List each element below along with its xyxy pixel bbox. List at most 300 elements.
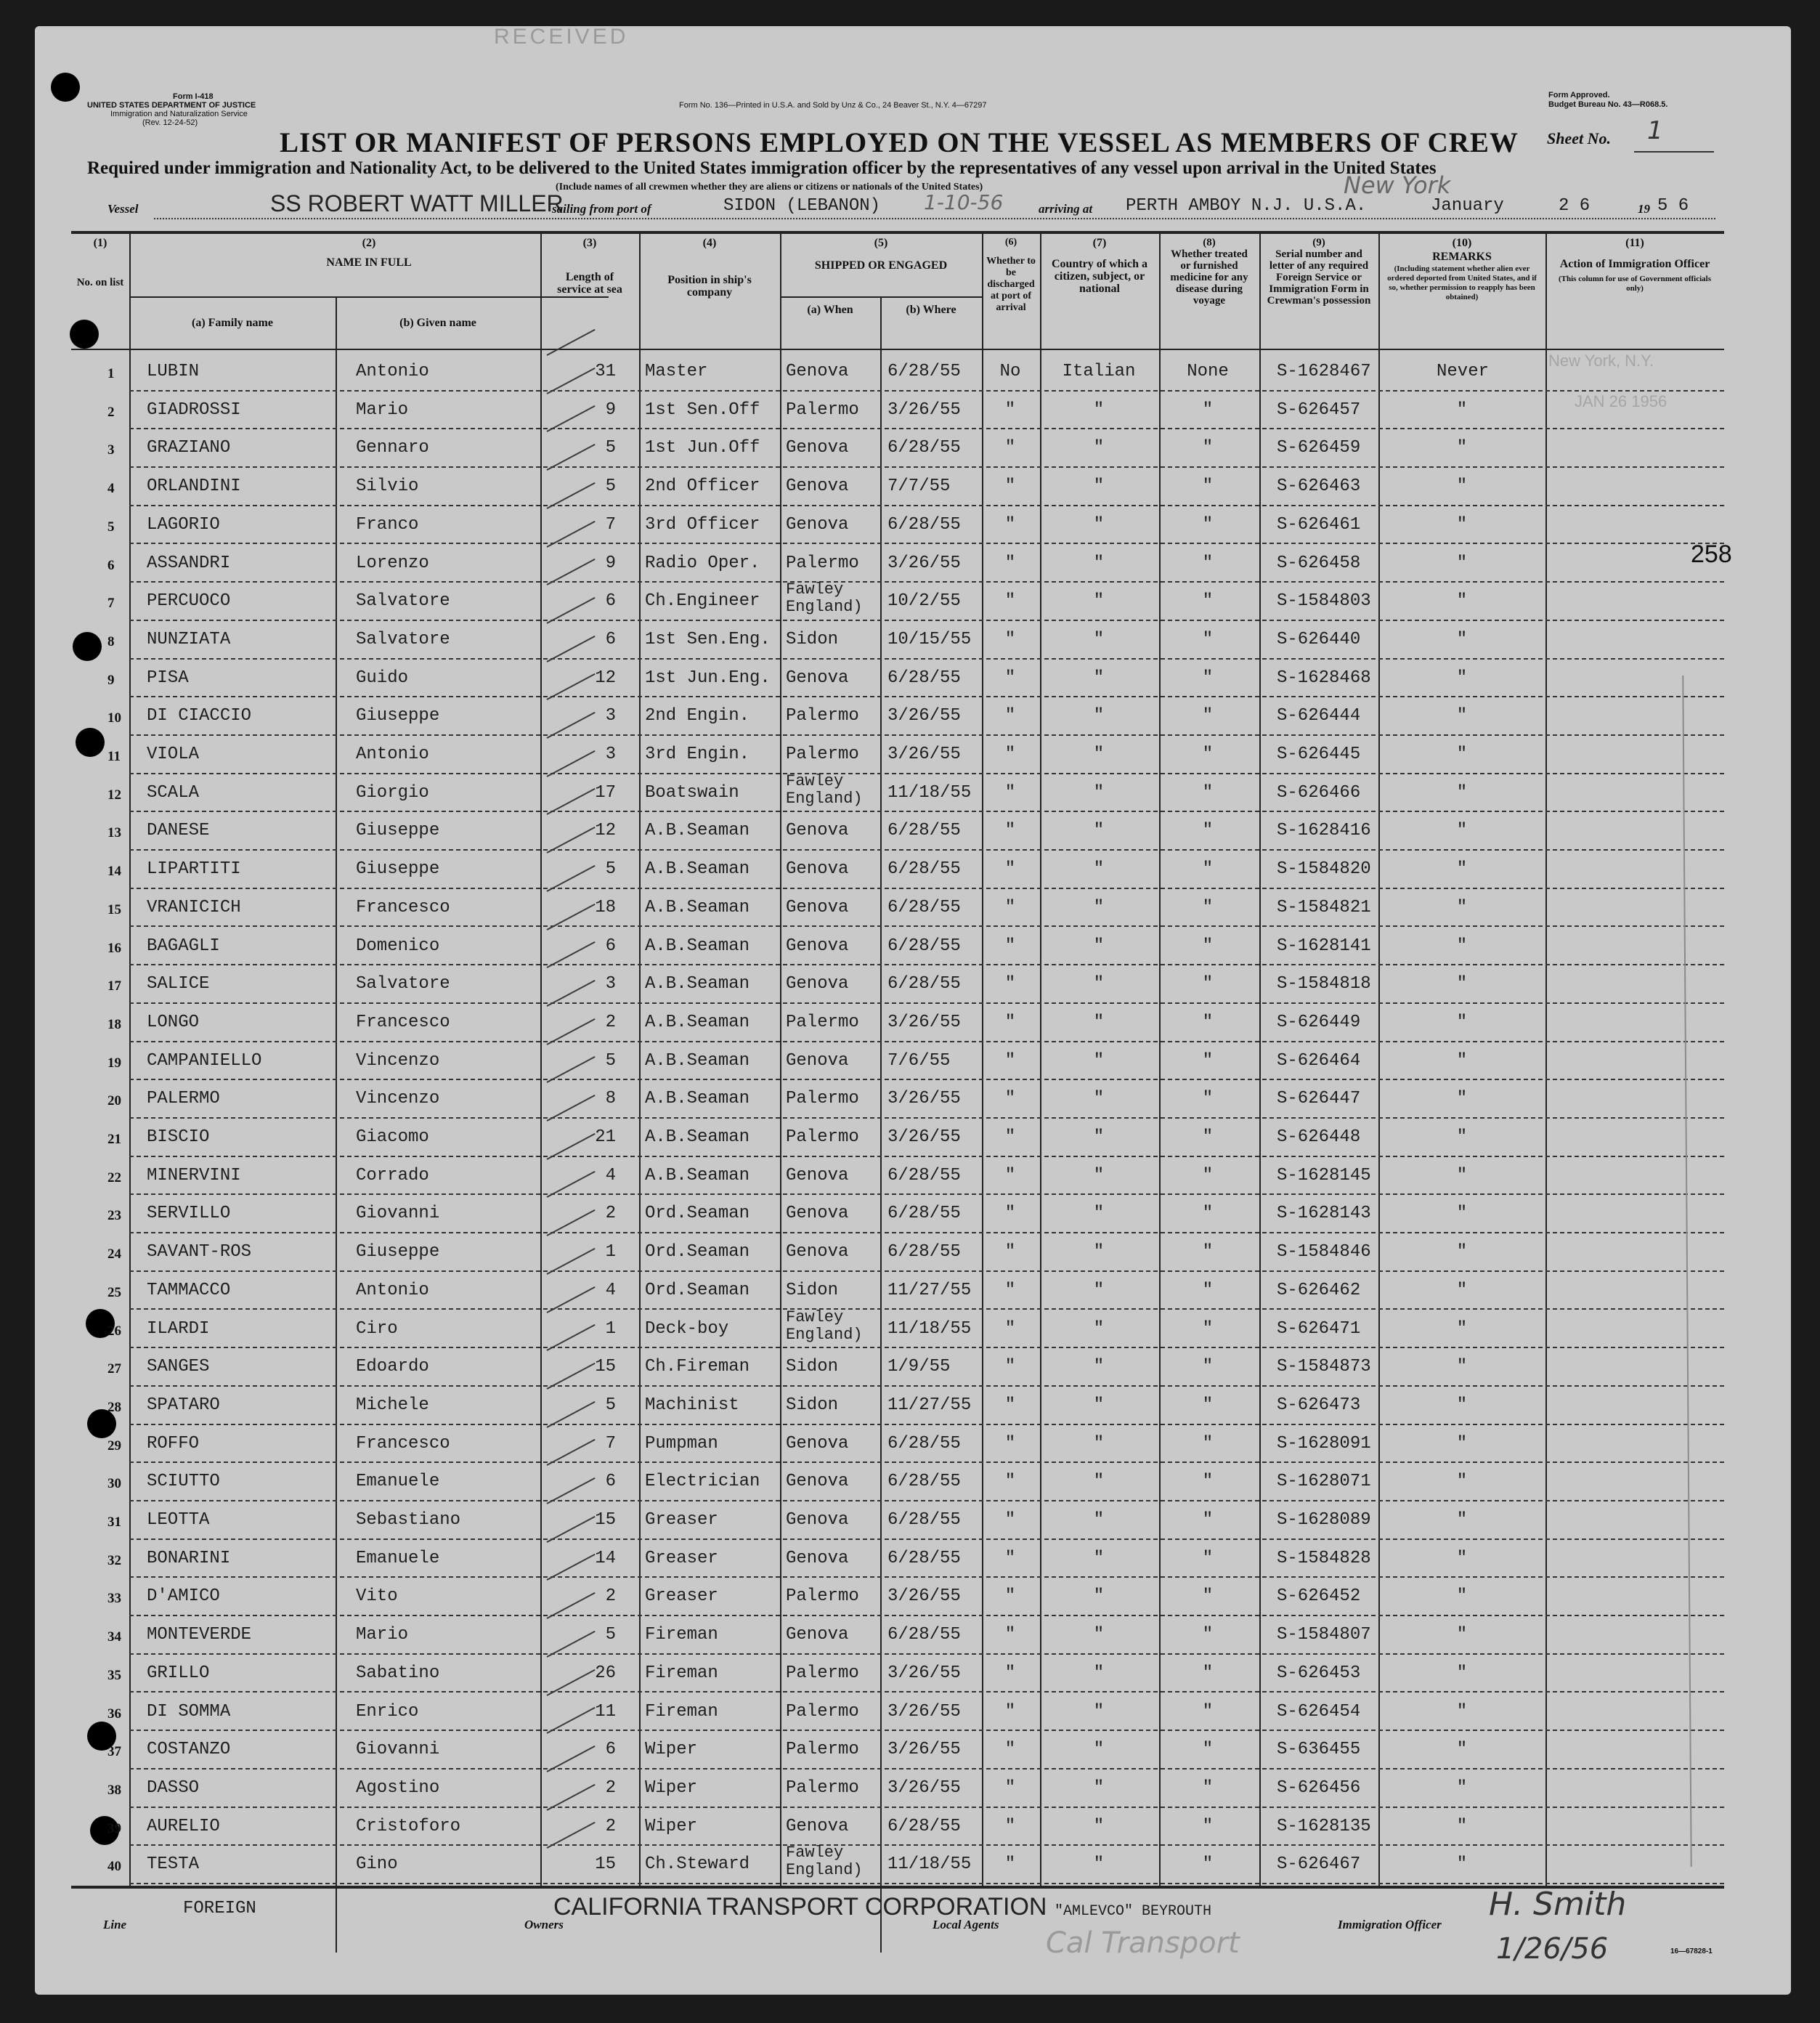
table-row	[71, 545, 1724, 583]
col3-header: (3) Length of service at sea	[557, 237, 622, 296]
cell-discharged: "	[1004, 1089, 1016, 1109]
cell-country: "	[1093, 1165, 1105, 1185]
row-number: 24	[107, 1246, 121, 1262]
cell-country: "	[1093, 936, 1105, 956]
footer-agents-label: Local Agents	[933, 1918, 999, 1931]
cell-remarks: "	[1456, 400, 1468, 420]
cell-where: 6/28/55	[887, 514, 961, 535]
cell-discharged: "	[1004, 629, 1016, 649]
table-row	[71, 965, 1724, 1003]
cell-given: Francesco	[356, 897, 450, 917]
cell-serial: S-626467	[1277, 1854, 1361, 1875]
cell-position: Wiper	[645, 1740, 698, 1760]
row-number: 32	[107, 1552, 121, 1568]
cell-country: "	[1093, 1357, 1105, 1377]
check-mark	[547, 329, 596, 356]
cell-discharged: "	[1004, 1548, 1016, 1568]
cell-country: "	[1093, 1433, 1105, 1454]
cell-given: Salvatore	[356, 591, 450, 612]
cell-when: Palermo	[786, 706, 859, 726]
cell-remarks: "	[1456, 668, 1468, 688]
cell-serial: S-626464	[1277, 1050, 1361, 1071]
cell-years: 7	[605, 514, 616, 535]
cell-given: Giovanni	[356, 1740, 440, 1760]
cell-where: 6/28/55	[887, 1472, 961, 1492]
table-row	[71, 1119, 1724, 1156]
row-number: 17	[107, 978, 121, 994]
arrival-year: 5 6	[1657, 196, 1689, 216]
cell-when: Genova	[786, 514, 849, 535]
table-row	[71, 1425, 1724, 1463]
cell-serial: S-636455	[1277, 1740, 1361, 1760]
table-row	[71, 1004, 1724, 1042]
cell-remarks: "	[1456, 974, 1468, 994]
cell-serial: S-626444	[1277, 706, 1361, 726]
given-name-header: (b) Given name	[399, 317, 476, 329]
cell-when: Fawley England)	[786, 580, 863, 617]
cell-discharged: "	[1004, 1127, 1016, 1147]
where-header: (b) Where	[906, 304, 956, 316]
cell-when: Palermo	[786, 1012, 859, 1032]
cell-family: NUNZIATA	[147, 629, 231, 649]
cell-medicine: "	[1202, 974, 1214, 994]
cell-medicine: "	[1202, 400, 1214, 420]
cell-where: 6/28/55	[887, 1204, 961, 1224]
cell-given: Antonio	[356, 362, 429, 381]
arrival-month: January	[1431, 196, 1504, 216]
cell-position: 1st Jun.Off	[645, 438, 760, 458]
port-stamp-date: JAN 26 1956	[1575, 392, 1667, 410]
row-number: 6	[107, 557, 115, 573]
cell-discharged: "	[1004, 1433, 1016, 1454]
cell-given: Giuseppe	[356, 821, 440, 841]
cell-given: Gino	[356, 1854, 398, 1875]
cell-position: 1st Sen.Eng.	[645, 629, 771, 649]
cell-when: Palermo	[786, 1127, 859, 1147]
sailing-label: sailing from port of	[552, 202, 651, 216]
vessel-label: Vessel	[107, 202, 139, 216]
col11-header: (11) Action of Immigration Officer (This column for use of Government officials only)	[1558, 237, 1711, 293]
cell-country: "	[1093, 1127, 1105, 1147]
cell-given: Giuseppe	[356, 706, 440, 726]
cell-medicine: "	[1202, 1663, 1214, 1683]
cell-country: "	[1093, 706, 1105, 726]
cell-years: 8	[605, 1089, 616, 1109]
cell-where: 6/28/55	[887, 1816, 961, 1836]
cell-given: Vincenzo	[356, 1050, 440, 1071]
cell-where: 6/28/55	[887, 1433, 961, 1454]
table-row	[71, 580, 1724, 620]
cell-position: Greaser	[645, 1548, 718, 1568]
cell-when: Genova	[786, 936, 849, 956]
cell-years: 6	[605, 1740, 616, 1760]
cell-given: Michele	[356, 1395, 429, 1415]
cell-medicine: "	[1202, 1242, 1214, 1262]
cell-medicine: "	[1202, 706, 1214, 726]
cell-remarks: "	[1456, 1012, 1468, 1032]
cell-position: 1st Sen.Off	[645, 400, 760, 420]
cell-discharged: "	[1004, 1357, 1016, 1377]
sheet-label: Sheet No.	[1547, 129, 1611, 147]
cell-years: 14	[595, 1548, 616, 1568]
arrival-year-prefix: 19	[1638, 202, 1650, 216]
cell-position: Electrician	[645, 1472, 760, 1492]
cell-serial: S-626449	[1277, 1012, 1361, 1032]
table-row	[71, 1693, 1724, 1731]
cell-country: "	[1093, 1548, 1105, 1568]
cell-given: Mario	[356, 1625, 409, 1645]
cell-country: "	[1093, 1204, 1105, 1224]
shipped-subheader-rule	[781, 296, 982, 298]
cell-discharged: "	[1004, 1777, 1016, 1798]
cell-given: Lorenzo	[356, 553, 429, 573]
cell-given: Giacomo	[356, 1127, 429, 1147]
cell-serial: S-626471	[1277, 1318, 1361, 1339]
cell-medicine: "	[1202, 1165, 1214, 1185]
cell-discharged: "	[1004, 1816, 1016, 1836]
cell-medicine: "	[1202, 1548, 1214, 1568]
cell-given: Enrico	[356, 1701, 419, 1722]
cell-where: 6/28/55	[887, 897, 961, 917]
cell-where: 10/15/55	[887, 629, 972, 649]
cell-family: PISA	[147, 668, 189, 688]
cell-years: 21	[595, 1127, 616, 1147]
cell-when: Palermo	[786, 1663, 859, 1683]
row-number: 13	[107, 825, 121, 841]
cell-years: 31	[595, 362, 616, 381]
cell-country: Italian	[1062, 362, 1136, 381]
cell-discharged: "	[1004, 1395, 1016, 1415]
manifest-title: LIST OR MANIFEST OF PERSONS EMPLOYED ON THE VESSEL AS MEMBERS OF CREW	[280, 127, 1519, 158]
row-number: 33	[107, 1591, 121, 1607]
cell-remarks: "	[1456, 1510, 1468, 1530]
cell-family: SALICE	[147, 974, 210, 994]
table-row	[71, 851, 1724, 888]
cell-medicine: "	[1202, 1586, 1214, 1607]
cell-position: Ch.Engineer	[645, 591, 760, 612]
cell-discharged: "	[1004, 1586, 1016, 1607]
cell-discharged: "	[1004, 1242, 1016, 1262]
cell-discharged: "	[1004, 668, 1016, 688]
row-rule	[129, 1883, 1724, 1884]
row-number: 19	[107, 1055, 121, 1071]
cell-years: 2	[605, 1204, 616, 1224]
cell-when: Sidon	[786, 1280, 839, 1300]
row-number: 7	[107, 596, 115, 612]
crew-table	[71, 231, 1724, 1894]
cell-serial: S-626440	[1277, 629, 1361, 649]
cell-when: Genova	[786, 1472, 849, 1492]
cell-years: 5	[605, 1050, 616, 1071]
cell-years: 2	[605, 1777, 616, 1798]
cell-position: 2nd Officer	[645, 477, 760, 497]
cell-country: "	[1093, 553, 1105, 573]
cell-discharged: "	[1004, 897, 1016, 917]
approved-note: Form Approved.	[1548, 91, 1610, 100]
cell-position: A.B.Seaman	[645, 1089, 750, 1109]
cell-given: Guido	[356, 668, 409, 688]
cell-years: 15	[595, 1510, 616, 1530]
cell-serial: S-626461	[1277, 514, 1361, 535]
cell-medicine: None	[1187, 362, 1229, 381]
footer-owners-value: CALIFORNIA TRANSPORT CORPORATION	[553, 1893, 1047, 1921]
cell-family: VRANICICH	[147, 897, 241, 917]
cell-when: Genova	[786, 1548, 849, 1568]
cell-when: Palermo	[786, 745, 859, 764]
cell-when: Sidon	[786, 1395, 839, 1415]
table-row	[71, 1233, 1724, 1271]
cell-position: Deck-boy	[645, 1318, 729, 1339]
cell-medicine: "	[1202, 1050, 1214, 1071]
cell-country: "	[1093, 1280, 1105, 1300]
cell-when: Genova	[786, 1816, 849, 1836]
row-number: 28	[107, 1399, 121, 1415]
table-row	[71, 429, 1724, 467]
table-row	[71, 1769, 1724, 1807]
cell-where: 6/28/55	[887, 362, 961, 381]
table-row	[71, 1578, 1724, 1615]
cell-discharged: "	[1004, 974, 1016, 994]
cell-family: MINERVINI	[147, 1165, 241, 1185]
cell-medicine: "	[1202, 438, 1214, 458]
cell-discharged: "	[1004, 477, 1016, 497]
cell-given: Giovanni	[356, 1204, 440, 1224]
table-row	[71, 621, 1724, 659]
table-row	[71, 1387, 1724, 1424]
cell-remarks: "	[1456, 1165, 1468, 1185]
officer-date: 1/26/56	[1496, 1932, 1609, 1966]
cell-medicine: "	[1202, 782, 1214, 803]
table-row	[71, 1731, 1724, 1769]
cell-years: 17	[595, 782, 616, 803]
cell-where: 3/26/55	[887, 1089, 961, 1109]
cell-serial: S-1628143	[1277, 1204, 1371, 1224]
row-number: 40	[107, 1859, 121, 1875]
cell-when: Genova	[786, 477, 849, 497]
cell-years: 5	[605, 1625, 616, 1645]
cell-country: "	[1093, 974, 1105, 994]
when-header: (a) When	[807, 304, 853, 316]
row-number: 18	[107, 1016, 121, 1032]
cell-when: Palermo	[786, 1740, 859, 1760]
cell-given: Mario	[356, 400, 409, 420]
cell-country: "	[1093, 477, 1105, 497]
cell-given: Francesco	[356, 1433, 450, 1454]
cell-family: LIPARTITI	[147, 859, 241, 880]
cell-serial: S-626456	[1277, 1777, 1361, 1798]
cell-remarks: "	[1456, 1089, 1468, 1109]
family-name-header: (a) Family name	[192, 317, 273, 329]
cell-when: Fawley England)	[786, 771, 863, 808]
cell-medicine: "	[1202, 1318, 1214, 1339]
cell-when: Palermo	[786, 1586, 859, 1607]
cell-position: A.B.Seaman	[645, 897, 750, 917]
cell-country: "	[1093, 591, 1105, 612]
cell-remarks: "	[1456, 1816, 1468, 1836]
cell-serial: S-1584803	[1277, 591, 1371, 612]
cell-years: 3	[605, 745, 616, 764]
cell-discharged: "	[1004, 1280, 1016, 1300]
cell-family: AURELIO	[147, 1816, 220, 1836]
cell-where: 6/28/55	[887, 1625, 961, 1645]
row-number: 20	[107, 1093, 121, 1109]
cell-where: 6/28/55	[887, 1165, 961, 1185]
cell-discharged: "	[1004, 1012, 1016, 1032]
cell-discharged: "	[1004, 936, 1016, 956]
cell-given: Vincenzo	[356, 1089, 440, 1109]
cell-country: "	[1093, 514, 1105, 535]
table-row	[71, 1501, 1724, 1539]
cell-remarks: "	[1456, 782, 1468, 803]
cell-when: Palermo	[786, 1701, 859, 1722]
cell-remarks: "	[1456, 553, 1468, 573]
table-row	[71, 1080, 1724, 1118]
cell-remarks: "	[1456, 745, 1468, 764]
row-number: 3	[107, 442, 115, 458]
cell-family: GRILLO	[147, 1663, 210, 1683]
cell-country: "	[1093, 400, 1105, 420]
cell-when: Genova	[786, 897, 849, 917]
table-row	[71, 1540, 1724, 1578]
row-number: 31	[107, 1515, 121, 1530]
cell-remarks: "	[1456, 1740, 1468, 1760]
cell-position: 1st Jun.Eng.	[645, 668, 771, 688]
cell-family: LAGORIO	[147, 514, 220, 535]
cell-country: "	[1093, 1012, 1105, 1032]
cell-country: "	[1093, 1625, 1105, 1645]
cell-position: A.B.Seaman	[645, 1050, 750, 1071]
cell-when: Genova	[786, 1433, 849, 1454]
cell-discharged: "	[1004, 438, 1016, 458]
cell-remarks: "	[1456, 514, 1468, 535]
cell-discharged: "	[1004, 1050, 1016, 1071]
cell-where: 3/26/55	[887, 1777, 961, 1798]
cell-remarks: "	[1456, 1395, 1468, 1415]
cell-remarks: "	[1456, 1777, 1468, 1798]
cell-where: 6/28/55	[887, 1242, 961, 1262]
cell-years: 26	[595, 1663, 616, 1683]
cell-where: 3/26/55	[887, 400, 961, 420]
officer-signature: H. Smith	[1489, 1886, 1627, 1923]
cell-where: 11/18/55	[887, 1854, 972, 1875]
cell-years: 7	[605, 1433, 616, 1454]
table-row	[71, 889, 1724, 927]
cell-when: Palermo	[786, 400, 859, 420]
arriving-port: PERTH AMBOY N.J. U.S.A.	[1126, 196, 1367, 216]
cell-family: DASSO	[147, 1777, 200, 1798]
cell-years: 2	[605, 1586, 616, 1607]
cell-discharged: "	[1004, 1701, 1016, 1722]
cell-medicine: "	[1202, 1433, 1214, 1454]
cell-remarks: "	[1456, 1280, 1468, 1300]
col4-header: (4) Position in ship's company	[667, 237, 752, 299]
cell-position: Machinist	[645, 1395, 739, 1415]
service: Immigration and Naturalization Service	[110, 110, 248, 118]
row-number: 39	[107, 1820, 121, 1836]
cell-country: "	[1093, 1242, 1105, 1262]
cell-given: Franco	[356, 514, 419, 535]
table-row	[71, 1157, 1724, 1195]
vessel-line-rule	[154, 218, 1715, 219]
cell-position: Fireman	[645, 1663, 718, 1683]
cell-position: 3rd Engin.	[645, 745, 750, 764]
col10-header: (10) REMARKS (Including statement whether alien ever ordered deported from United States, and if so, whether permission to reapply has been obtained)	[1387, 237, 1537, 301]
cell-remarks: "	[1456, 1854, 1468, 1875]
cell-when: Genova	[786, 1625, 849, 1645]
cell-medicine: "	[1202, 553, 1214, 573]
cell-where: 6/28/55	[887, 1548, 961, 1568]
cell-family: ORLANDINI	[147, 477, 241, 497]
cell-where: 6/28/55	[887, 859, 961, 880]
cell-discharged: "	[1004, 745, 1016, 764]
cell-position: Greaser	[645, 1510, 718, 1530]
footer-code: 16—67828-1	[1670, 1947, 1713, 1955]
cell-discharged: "	[1004, 1472, 1016, 1492]
cell-country: "	[1093, 1701, 1105, 1722]
cell-years: 18	[595, 897, 616, 917]
footer-line-label: Line	[103, 1918, 127, 1931]
cell-years: 6	[605, 936, 616, 956]
table-row	[71, 1616, 1724, 1654]
cell-family: SERVILLO	[147, 1204, 231, 1224]
cell-when: Palermo	[786, 1777, 859, 1798]
cell-position: 3rd Officer	[645, 514, 760, 535]
cell-when: Genova	[786, 859, 849, 880]
cell-where: 3/26/55	[887, 1701, 961, 1722]
cell-when: Palermo	[786, 1089, 859, 1109]
cell-when: Genova	[786, 362, 849, 381]
cell-years: 12	[595, 668, 616, 688]
cell-given: Antonio	[356, 1280, 429, 1300]
cell-remarks: "	[1456, 1050, 1468, 1071]
cell-where: 6/28/55	[887, 1510, 961, 1530]
sailing-date-handwritten: 1-10-56	[924, 190, 1004, 214]
row-number: 29	[107, 1438, 121, 1454]
cell-years: 9	[605, 553, 616, 573]
cell-medicine: "	[1202, 1625, 1214, 1645]
cell-serial: S-626473	[1277, 1395, 1361, 1415]
cell-family: DANESE	[147, 821, 210, 841]
cell-serial: S-626453	[1277, 1663, 1361, 1683]
cell-where: 6/28/55	[887, 821, 961, 841]
cell-serial: S-1584821	[1277, 897, 1371, 917]
cell-serial: S-626457	[1277, 400, 1361, 420]
cell-remarks: "	[1456, 859, 1468, 880]
cell-medicine: "	[1202, 1816, 1214, 1836]
row-number: 27	[107, 1361, 121, 1377]
cell-remarks: "	[1456, 936, 1468, 956]
cell-where: 11/27/55	[887, 1395, 972, 1415]
cell-serial: S-626454	[1277, 1701, 1361, 1722]
cell-position: A.B.Seaman	[645, 1127, 750, 1147]
table-row	[71, 506, 1724, 544]
cell-when: Sidon	[786, 1357, 839, 1377]
row-number: 23	[107, 1208, 121, 1224]
cell-years: 1	[605, 1242, 616, 1262]
cell-remarks: "	[1456, 1472, 1468, 1492]
cell-serial: S-1628135	[1277, 1816, 1371, 1836]
cell-years: 5	[605, 1395, 616, 1415]
cell-position: A.B.Seaman	[645, 1165, 750, 1185]
cell-family: GIADROSSI	[147, 400, 241, 420]
cell-given: Giorgio	[356, 782, 429, 803]
cell-remarks: Never	[1437, 362, 1490, 381]
cell-medicine: "	[1202, 629, 1214, 649]
cell-years: 6	[605, 591, 616, 612]
cell-medicine: "	[1202, 1012, 1214, 1032]
cell-serial: S-626447	[1277, 1089, 1361, 1109]
printer-note: Form No. 136—Printed in U.S.A. and Sold by Unz & Co., 24 Beaver St., N.Y. 4—67297	[679, 101, 987, 110]
